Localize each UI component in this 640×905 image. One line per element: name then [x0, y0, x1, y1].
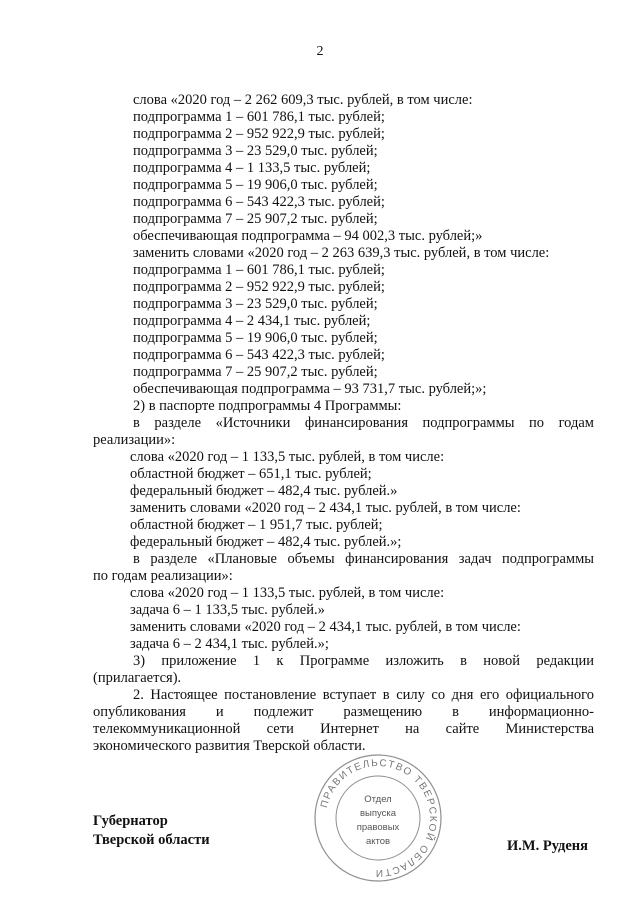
text-line: подпрограмма 4 – 2 434,1 тыс. рублей;: [133, 313, 371, 329]
text-line: подпрограмма 3 – 23 529,0 тыс. рублей;: [133, 296, 378, 312]
text-line: телекоммуникационной сети Интернет на сайте Министерства: [93, 721, 594, 737]
text-line: подпрограмма 6 – 543 422,3 тыс. рублей;: [133, 194, 385, 210]
text-line: подпрограмма 7 – 25 907,2 тыс. рублей;: [133, 211, 378, 227]
signer-title-line1: Губернатор: [93, 813, 168, 829]
signer-name: И.М. Руденя: [507, 838, 589, 854]
stamp-ring-text: ПРАВИТЕЛЬСТВО ТВЕРСКОЙ ОБЛАСТИ: [319, 757, 439, 879]
text-line: подпрограмма 3 – 23 529,0 тыс. рублей;: [133, 143, 378, 159]
text-line: подпрограмма 7 – 25 907,2 тыс. рублей;: [133, 364, 378, 380]
text-line: 3) приложение 1 к Программе изложить в новой редакции: [133, 653, 594, 669]
stamp-center-text: актов: [365, 836, 391, 847]
signer-title: [93, 812, 210, 850]
text-line: по годам реализации»:: [93, 568, 233, 584]
text-line: в разделе «Плановые объемы финансирования задач подпрограммы: [133, 551, 594, 567]
text-line: обеспечивающая подпрограмма – 94 002,3 тыс. рублей;»: [133, 228, 483, 244]
text-line: подпрограмма 5 – 19 906,0 тыс. рублей;: [133, 177, 378, 193]
text-line: обеспечивающая подпрограмма – 93 731,7 тыс. рублей;»;: [133, 381, 487, 397]
text-line: областной бюджет – 651,1 тыс. рублей;: [130, 466, 372, 482]
text-line: подпрограмма 1 – 601 786,1 тыс. рублей;: [133, 262, 385, 278]
document-body: [93, 92, 594, 755]
text-line: подпрограмма 2 – 952 922,9 тыс. рублей;: [133, 126, 385, 142]
stamp-center-text: правовых: [356, 822, 400, 833]
text-line: слова «2020 год – 2 262 609,3 тыс. рублей, в том числе:: [133, 92, 473, 108]
text-line: экономического развития Тверской области.: [93, 738, 366, 754]
stamp-center-text: выпуска: [359, 808, 397, 819]
page-number: 2: [316, 44, 324, 59]
text-line: слова «2020 год – 1 133,5 тыс. рублей, в том числе:: [130, 449, 445, 465]
text-line: 2) в паспорте подпрограммы 4 Программы:: [133, 398, 402, 414]
text-line: федеральный бюджет – 482,4 тыс. рублей.»: [130, 483, 398, 499]
text-line: федеральный бюджет – 482,4 тыс. рублей.»;: [130, 534, 402, 550]
text-line: заменить словами «2020 год – 2 434,1 тыс. рублей, в том числе:: [130, 619, 521, 635]
text-line: заменить словами «2020 год – 2 263 639,3 тыс. рублей, в том числе:: [133, 245, 550, 261]
text-line: заменить словами «2020 год – 2 434,1 тыс. рублей, в том числе:: [130, 500, 521, 516]
text-line: подпрограмма 4 – 1 133,5 тыс. рублей;: [133, 160, 371, 176]
text-line: реализации»:: [93, 432, 176, 448]
text-line: задача 6 – 1 133,5 тыс. рублей.»: [130, 602, 325, 618]
text-line: в разделе «Источники финансирования подпрограммы по годам: [133, 415, 594, 431]
text-line: подпрограмма 2 – 952 922,9 тыс. рублей;: [133, 279, 385, 295]
text-line: (прилагается).: [93, 670, 182, 686]
text-line: подпрограмма 5 – 19 906,0 тыс. рублей;: [133, 330, 378, 346]
official-stamp: [312, 752, 444, 884]
signer-title-line2: Тверской области: [93, 832, 210, 848]
text-line: подпрограмма 1 – 601 786,1 тыс. рублей;: [133, 109, 385, 125]
text-line: областной бюджет – 1 951,7 тыс. рублей;: [130, 517, 383, 533]
text-line: задача 6 – 2 434,1 тыс. рублей.»;: [130, 636, 329, 652]
stamp-center-text: Отдел: [364, 794, 392, 805]
text-line: слова «2020 год – 1 133,5 тыс. рублей, в том числе:: [130, 585, 445, 601]
text-line: подпрограмма 6 – 543 422,3 тыс. рублей;: [133, 347, 385, 363]
text-line: опубликования и подлежит размещению в информационно-: [93, 704, 594, 720]
text-line: 2. Настоящее постановление вступает в силу со дня его официального: [133, 687, 594, 703]
